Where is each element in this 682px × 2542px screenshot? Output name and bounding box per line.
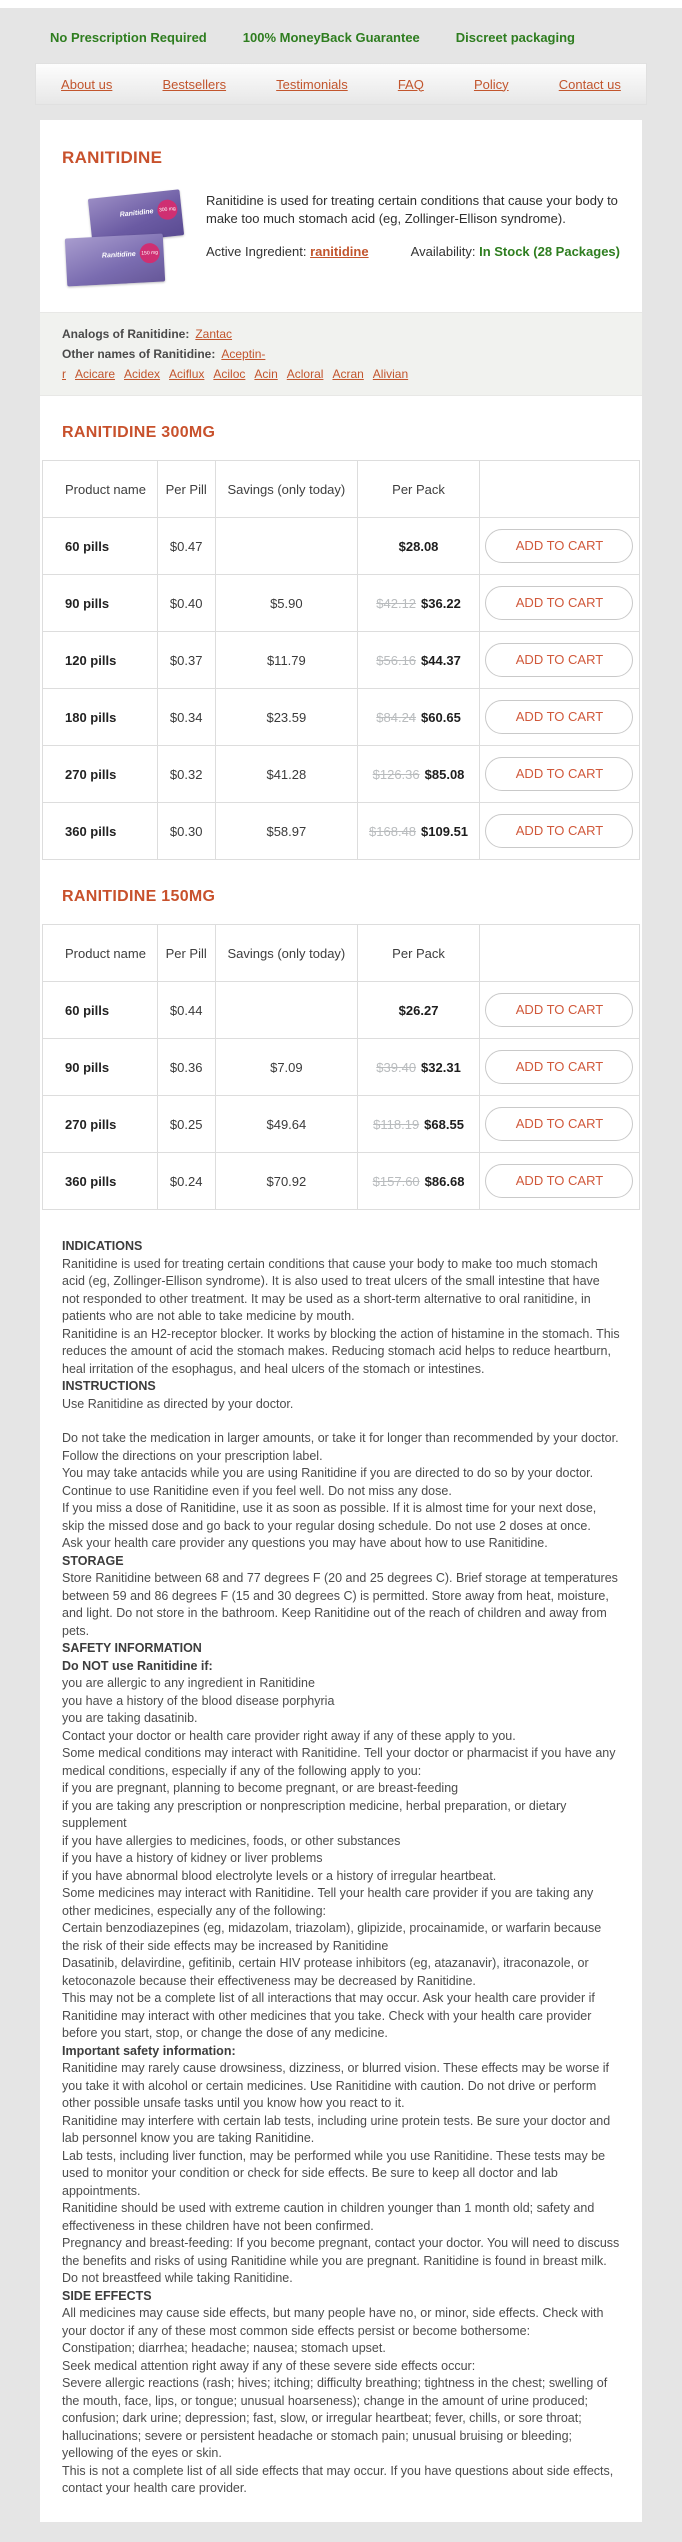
info-line: Severe allergic reactions (rash; hives; itching; difficulty breathing; tightness in the chest; swelling of the mouth, face, lips, or tongue; unusual hoarseness); change in the amount of urine produced; confusion; dark urine; depression; fast, slow, or irregular heartbeat; fever, chills, or sore throat; hallucinations; severe or persistent headache or stomach pain; unusual bruising or bleeding; yellowing of the eyes or skin. (62, 2376, 608, 2460)
nav-link-testimonials[interactable]: Testimonials (276, 76, 348, 92)
add-to-cart-button[interactable]: ADD TO CART (485, 1107, 633, 1141)
ingredient-availability-row (206, 244, 620, 259)
column-header: Product name (43, 925, 158, 982)
other-name-link[interactable]: Acloral (286, 367, 324, 381)
current-price: $85.08 (424, 766, 465, 782)
savings-cell: $41.28 (215, 746, 357, 803)
add-to-cart-button[interactable]: ADD TO CART (485, 586, 633, 620)
per-pack-cell (358, 518, 480, 575)
per-pill-cell: $0.34 (157, 689, 215, 746)
per-pack-cell (358, 746, 480, 803)
per-pack-cell (358, 1096, 480, 1153)
info-line: Use Ranitidine as directed by your doctor. (62, 1396, 294, 1411)
info-line: Pregnancy and breast-feeding: If you become pregnant, contact your doctor. You will need to discuss the benefits and risks of using Ranitidine while you are pregnant. Ranitidine is found in breast milk. Do not breastfeed while taking Ranitidine. (62, 2236, 620, 2285)
current-price: $36.22 (421, 595, 461, 611)
per-pill-cell: $0.36 (157, 1039, 215, 1096)
current-price: $44.37 (421, 652, 461, 668)
product-name-cell: 360 pills (43, 1153, 158, 1210)
topbar-item: 100% MoneyBack Guarantee (242, 30, 420, 45)
info-line: Ranitidine may rarely cause drowsiness, dizziness, or blurred vision. These effects may be worse if you take it with alcohol or certain medicines. Use Ranitidine with caution. Do not drive or perform other possible unsafe tasks until you know how you react to it. (62, 2061, 609, 2110)
product-name-cell: 60 pills (43, 982, 158, 1039)
cart-cell (479, 746, 639, 803)
info-line: Constipation; diarrhea; headache; nausea; stomach upset. (62, 2341, 386, 2355)
nav-link-about-us[interactable]: About us (61, 76, 113, 92)
active-ingredient-link[interactable]: ranitidine (310, 244, 369, 259)
per-pill-cell: $0.40 (157, 575, 215, 632)
add-to-cart-button[interactable]: ADD TO CART (485, 643, 633, 677)
info-line: Continue to use Ranitidine even if you feel well. Do not miss any dose. (62, 1483, 452, 1498)
product-description: Ranitidine is used for treating certain conditions that cause your body to make too much stomach acid (eg, Zollinger-Ellison syndrome). (206, 193, 618, 226)
cart-cell (479, 803, 639, 860)
table-row (43, 1096, 640, 1153)
column-header: Product name (43, 461, 158, 518)
info-line: you are taking dasatinib. (62, 1711, 198, 1725)
other-name-link[interactable]: Acicare (75, 367, 116, 381)
price-table-150mg (42, 924, 640, 1210)
product-name-cell: 90 pills (43, 1039, 158, 1096)
per-pill-cell: $0.32 (157, 746, 215, 803)
info-line: if you have a history of kidney or liver problems (62, 1851, 323, 1865)
old-price: $157.60 (372, 1173, 420, 1189)
top-strip (0, 0, 682, 8)
info-line: All medicines may cause side effects, but many people have no, or minor, side effects. Check with your doctor if any of these most common side effects persist or become bothersome: (62, 2306, 604, 2338)
per-pill-cell: $0.44 (157, 982, 215, 1039)
table-row (43, 518, 640, 575)
cart-cell (479, 518, 639, 575)
old-price: $84.24 (376, 709, 417, 725)
cart-cell (479, 982, 639, 1039)
add-to-cart-button[interactable]: ADD TO CART (485, 814, 633, 848)
info-line: Ask your health care provider any questions you may have about how to use Ranitidine. (62, 1536, 548, 1550)
info-line: Ranitidine is used for treating certain conditions that cause your body to make too much stomach acid (eg, Zollinger-Ellison syndrome). It is also used to treat ulcers of the small intestine that have not responded to other treatment. It may be used as a short-term alternative to oral ranitidine, in patients who are not able to take medicine by mouth. (62, 1256, 600, 1323)
add-to-cart-button[interactable]: ADD TO CART (485, 993, 633, 1027)
current-price: $109.51 (421, 823, 469, 839)
product-name-cell: 270 pills (43, 746, 158, 803)
per-pack-cell (358, 982, 480, 1039)
info-line: Seek medical attention right away if any of these severe side effects occur: (62, 2358, 476, 2373)
other-name-link[interactable]: Acidex (124, 367, 161, 381)
current-price: $60.65 (421, 709, 461, 725)
section-title-150mg: RANITIDINE 150MG (62, 888, 216, 905)
table-row (43, 803, 640, 860)
info-line: INSTRUCTIONS (62, 1379, 156, 1393)
info-line: Certain benzodiazepines (eg, midazolam, triazolam), glipizide, procainamide, or warfarin because the risk of their side effects may be increased by Ranitidine (62, 1921, 602, 1953)
info-line: if you have allergies to medicines, foods, or other substances (62, 1833, 401, 1848)
info-line: Important safety information: (62, 2043, 236, 2058)
product-name-cell: 180 pills (43, 689, 158, 746)
topbar-item: No Prescription Required (50, 30, 207, 45)
product-image (62, 190, 190, 294)
per-pack-cell (358, 1153, 480, 1210)
cart-cell (479, 1039, 639, 1096)
per-pack-cell (358, 575, 480, 632)
current-price: $32.31 (421, 1059, 461, 1075)
add-to-cart-button[interactable]: ADD TO CART (485, 757, 633, 791)
info-line: Ranitidine may interfere with certain lab tests, including urine protein tests. Be sure your doctor and lab personnel know you are taking Ranitidine. (62, 2113, 611, 2145)
per-pill-cell: $0.25 (157, 1096, 215, 1153)
add-to-cart-button[interactable]: ADD TO CART (485, 700, 633, 734)
per-pack-cell (358, 689, 480, 746)
availability-label: Availability: (410, 244, 476, 259)
column-header: Per Pack (358, 461, 480, 518)
cart-cell (479, 1153, 639, 1210)
column-header: Savings (only today) (215, 925, 357, 982)
savings-cell (215, 518, 357, 575)
other-name-link[interactable]: Alivian (372, 367, 409, 381)
column-header: Per Pill (157, 925, 215, 982)
old-price: $118.19 (373, 1116, 420, 1132)
per-pack-cell (358, 1039, 480, 1096)
product-box-150mg (65, 233, 165, 286)
info-line: Some medicines may interact with Ranitidine. Tell your health care provider if you are taking any other medicines, especially any of the following: (62, 1886, 594, 1918)
drug-information (40, 1210, 642, 2498)
nav-link-policy[interactable]: Policy (473, 76, 509, 92)
table-row (43, 575, 640, 632)
per-pill-cell: $0.30 (157, 803, 215, 860)
topbar (0, 8, 682, 59)
info-line (62, 1413, 620, 1430)
column-header: Per Pill (157, 461, 215, 518)
availability-value: In Stock (28 Packages) (479, 244, 620, 259)
savings-cell: $7.09 (215, 1039, 357, 1096)
table-row (43, 632, 640, 689)
old-price: $56.16 (376, 652, 417, 668)
per-pack-cell (358, 632, 480, 689)
other-name-link[interactable]: Acran (332, 367, 364, 381)
topbar-item: Discreet packaging (455, 30, 575, 45)
current-price: $28.08 (398, 538, 439, 554)
current-price: $26.27 (398, 1002, 439, 1018)
page-title: RANITIDINE (62, 148, 163, 167)
nav-link-bestsellers[interactable]: Bestsellers (162, 76, 227, 92)
table-row (43, 689, 640, 746)
info-line: SAFETY INFORMATION (62, 1641, 202, 1655)
info-line: if you are pregnant, planning to become pregnant, or are breast-feeding (62, 1781, 459, 1795)
info-line: Dasatinib, delavirdine, gefitinib, certain HIV protease inhibitors (eg, atazanavir), itraconazole, or ketoconazole because their effectiveness may be decreased by Ranitidine. (62, 1956, 589, 1988)
info-line: You may take antacids while you are using Ranitidine if you are directed to do so by your doctor. (62, 1466, 594, 1480)
add-to-cart-button[interactable]: ADD TO CART (485, 1050, 633, 1084)
analog-link[interactable]: Zantac (195, 327, 233, 341)
current-price: $68.55 (424, 1116, 464, 1132)
info-line: Some medical conditions may interact with Ranitidine. Tell your doctor or pharmacist if you have any medical conditions, especially if any of the following apply to you: (62, 1746, 616, 1778)
info-line: Do NOT use Ranitidine if: (62, 1658, 213, 1673)
per-pill-cell: $0.47 (157, 518, 215, 575)
info-line: If you miss a dose of Ranitidine, use it as soon as possible. If it is almost time for your next dose, skip the missed dose and go back to your regular dosing schedule. Do not use 2 doses at once. (62, 1501, 597, 1533)
info-line: SIDE EFFECTS (62, 2288, 152, 2303)
info-line: INDICATIONS (62, 1239, 143, 1253)
current-price: $86.68 (424, 1173, 465, 1189)
add-to-cart-button[interactable]: ADD TO CART (485, 529, 633, 563)
analogs-line (62, 324, 620, 344)
active-ingredient (206, 244, 369, 259)
analogs-box (40, 312, 642, 396)
info-line: Ranitidine is an H2-receptor blocker. It works by blocking the action of histamine in the stomach. This reduces the amount of acid the stomach makes. Reducing stomach acid helps to reduce heartburn, heal irritation of the esophagus, and heal ulcers of the stomach or intestines. (62, 1326, 620, 1376)
active-ingredient-label: Active Ingredient: (206, 244, 307, 259)
table-header-row (43, 461, 640, 518)
other-names-line (62, 344, 620, 384)
info-line: Lab tests, including liver function, may be performed while you use Ranitidine. These tests may be used to monitor your condition or check for side effects. Be sure to keep all doctor and lab appointments. (62, 2148, 606, 2198)
savings-cell (215, 982, 357, 1039)
cart-cell (479, 575, 639, 632)
savings-cell: $11.79 (215, 632, 357, 689)
info-line: This is not a complete list of all side effects that may occur. If you have questions about side effects, contact your health care provider. (62, 2463, 614, 2495)
per-pack-cell (358, 803, 480, 860)
table-row (43, 1039, 640, 1096)
other-name-link[interactable]: Aceptin-r (62, 347, 266, 381)
info-line: Do not take the medication in larger amounts, or take it for longer than recommended by your doctor. Follow the directions on your prescription label. (62, 1431, 619, 1463)
column-header: Per Pack (358, 925, 480, 982)
old-price: $168.48 (369, 823, 417, 839)
add-to-cart-button[interactable]: ADD TO CART (485, 1164, 633, 1198)
product-box-dose-badge: 150 mg (139, 243, 160, 264)
cart-cell (479, 1096, 639, 1153)
old-price: $42.12 (376, 595, 417, 611)
product-summary (40, 176, 642, 312)
availability (411, 244, 620, 259)
info-line: Ranitidine should be used with extreme caution in children younger than 1 month old; safety and effectiveness in these children have not been confirmed. (62, 2201, 595, 2233)
nav-link-contact-us[interactable]: Contact us (558, 76, 621, 92)
savings-cell: $70.92 (215, 1153, 357, 1210)
column-header: Savings (only today) (215, 461, 357, 518)
info-line: you have a history of the blood disease porphyria (62, 1693, 335, 1708)
product-name-cell: 120 pills (43, 632, 158, 689)
content-card (40, 120, 642, 2522)
main-nav (35, 63, 647, 105)
savings-cell: $49.64 (215, 1096, 357, 1153)
per-pill-cell: $0.24 (157, 1153, 215, 1210)
other-name-link[interactable]: Aciloc (213, 367, 246, 381)
column-header (479, 461, 639, 518)
old-price: $126.36 (372, 766, 420, 782)
info-line: Contact your doctor or health care provider right away if any of these apply to you. (62, 1728, 516, 1743)
savings-cell: $5.90 (215, 575, 357, 632)
section-title-300mg: RANITIDINE 300MG (62, 424, 216, 441)
info-line: if you are taking any prescription or nonprescription medicine, herbal preparation, or dietary supplement (62, 1798, 567, 1830)
column-header (479, 925, 639, 982)
other-name-link[interactable]: Aciflux (169, 367, 205, 381)
table-row (43, 982, 640, 1039)
other-name-link[interactable]: Acin (254, 367, 278, 381)
price-table-300mg (42, 460, 640, 860)
product-box-dose-badge: 300 mg (156, 199, 178, 221)
table-header-row (43, 925, 640, 982)
product-box-brand: Ranitidine (119, 208, 154, 219)
info-line: you are allergic to any ingredient in Ranitidine (62, 1676, 315, 1690)
per-pill-cell: $0.37 (157, 632, 215, 689)
info-line: Store Ranitidine between 68 and 77 degrees F (20 and 25 degrees C). Brief storage at temperatures between 59 and 86 degrees F (15 and 30 degrees C) is permitted. Store away from heat, moisture, and light. Do not store in the bathroom. Keep Ranitidine out of the reach of children and away from pets. (62, 1571, 618, 1638)
product-name-cell: 60 pills (43, 518, 158, 575)
savings-cell: $23.59 (215, 689, 357, 746)
product-box-brand: Ranitidine (101, 250, 136, 260)
info-line: This may not be a complete list of all interactions that may occur. Ask your health care provider if Ranitidine may interact with other medicines that you take. Check with your health care provider before you start, stop, or change the dose of any medicine. (62, 1991, 595, 2040)
old-price: $39.40 (376, 1059, 417, 1075)
other-names-label: Other names of Ranitidine: (62, 347, 216, 361)
product-name-cell: 360 pills (43, 803, 158, 860)
info-line: STORAGE (62, 1553, 124, 1568)
nav-link-faq[interactable]: FAQ (397, 76, 424, 92)
cart-cell (479, 689, 639, 746)
info-line: if you have abnormal blood electrolyte levels or a history of irregular heartbeat. (62, 1868, 497, 1883)
table-row (43, 746, 640, 803)
product-name-cell: 90 pills (43, 575, 158, 632)
cart-cell (479, 632, 639, 689)
product-name-cell: 270 pills (43, 1096, 158, 1153)
analogs-label: Analogs of Ranitidine: (62, 327, 190, 341)
product-info (206, 190, 620, 294)
table-row (43, 1153, 640, 1210)
savings-cell: $58.97 (215, 803, 357, 860)
